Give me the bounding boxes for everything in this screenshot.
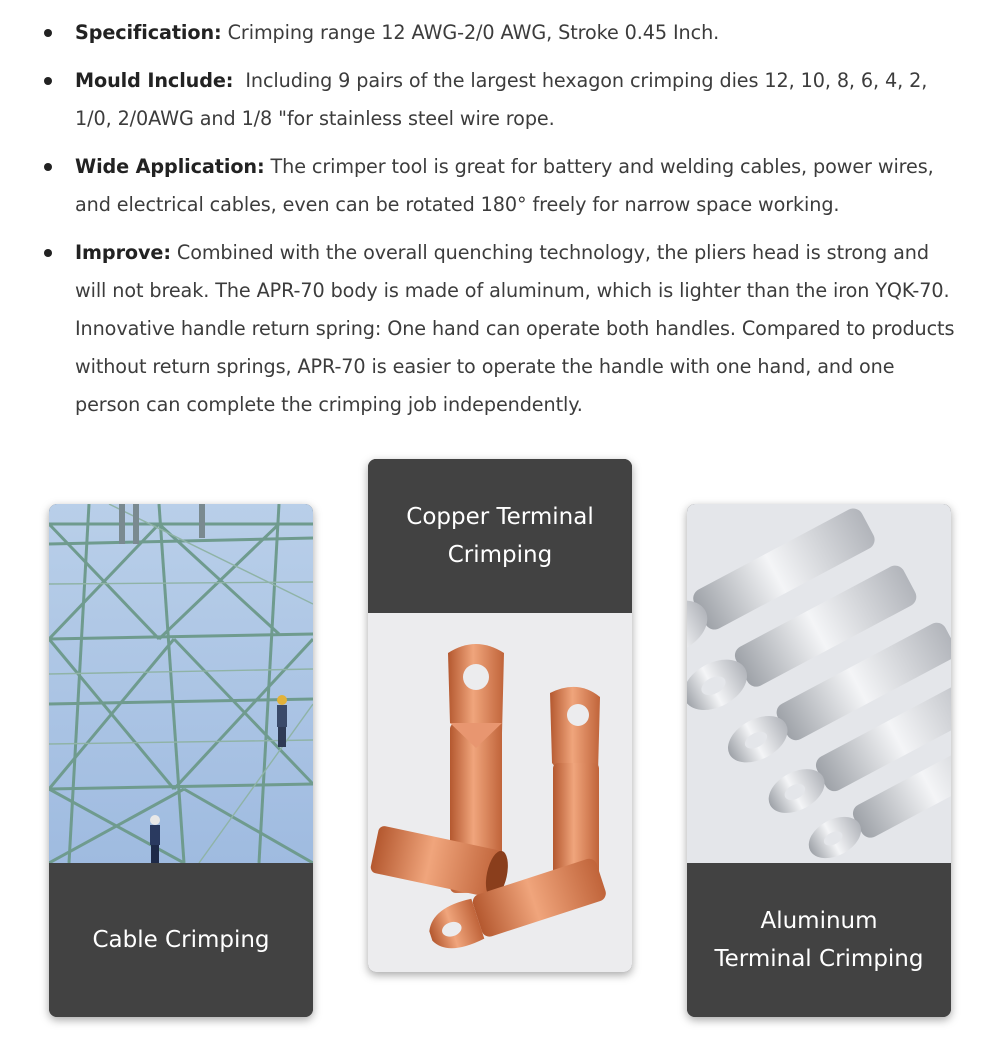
card-caption xyxy=(368,459,632,613)
bullet-icon xyxy=(44,249,52,257)
card-cable-crimping xyxy=(49,504,313,1017)
feature-item-mould xyxy=(75,62,965,138)
bullet-icon xyxy=(44,163,52,171)
feature-label: Wide Application: xyxy=(75,155,265,178)
power-tower-photo xyxy=(49,504,313,863)
card-caption xyxy=(49,863,313,1017)
feature-label: Specification: xyxy=(75,21,222,44)
feature-text: Crimping range 12 AWG-2/0 AWG, Stroke 0.45 Inch. xyxy=(221,21,720,44)
feature-text: Including 9 pairs of the largest hexagon crimping dies 12, 10, 8, 6, 4, 2, 1/0, 2/0AWG and 1/8 "for stainless steel wire rope. xyxy=(75,69,934,130)
caption-text: Cable Crimping xyxy=(92,927,270,953)
feature-item-improve xyxy=(75,234,965,424)
feature-label: Improve: xyxy=(75,241,171,264)
feature-item-specification xyxy=(75,14,965,52)
caption-text: Copper Terminal Crimping xyxy=(406,504,594,568)
bullet-icon xyxy=(44,29,52,37)
bullet-icon xyxy=(44,77,52,85)
card-caption xyxy=(687,863,951,1017)
feature-list xyxy=(0,14,1000,434)
card-copper-terminal xyxy=(368,459,632,972)
card-aluminum-terminal xyxy=(687,504,951,1017)
copper-terminal-photo xyxy=(368,613,632,972)
feature-item-application xyxy=(75,148,965,224)
feature-label: Mould Include: xyxy=(75,69,234,92)
caption-text: Aluminum Terminal Crimping xyxy=(714,908,924,972)
aluminum-terminal-photo xyxy=(687,504,951,863)
feature-text: The crimper tool is great for battery and welding cables, power wires, and electrical cables, even can be rotated 180° freely for narrow space working. xyxy=(75,155,934,216)
feature-text: Combined with the overall quenching technology, the pliers head is strong and will not break. The APR-70 body is made of aluminum, which is lighter than the iron YQK-70. Innovative handle return spring: One hand can operate both handles. Compared to products without return springs, APR-70 is easier to operate the handle with one hand, and one person can complete the crimping job independently. xyxy=(75,241,955,416)
